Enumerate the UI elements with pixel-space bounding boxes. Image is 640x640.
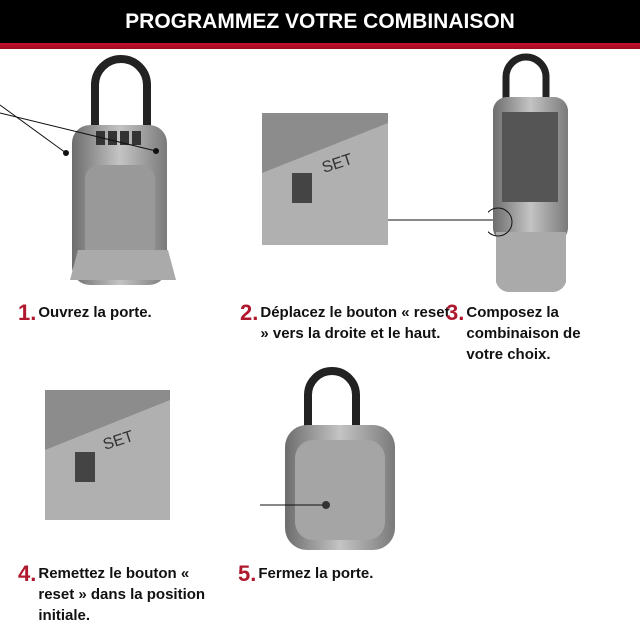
step-2 — [240, 302, 450, 344]
step-number: 4. — [18, 561, 37, 586]
step-number: 3. — [446, 300, 465, 325]
step-5 — [238, 563, 458, 585]
lockbox-open-door-illustration — [0, 55, 180, 290]
step-text: Déplacez le bouton « reset » vers la droite et le haut. — [260, 304, 450, 342]
set-label: SET — [100, 428, 136, 454]
step-number: 5. — [238, 561, 257, 586]
step-text: Ouvrez la porte. — [38, 304, 152, 321]
header-stripe — [0, 43, 640, 49]
lockbox-closed-illustration — [260, 365, 400, 555]
step-number: 2. — [240, 300, 259, 325]
step-4 — [18, 563, 218, 626]
pointer-line — [388, 218, 498, 222]
page-title: PROGRAMMEZ VOTRE COMBINAISON — [0, 0, 640, 43]
step-text: Remettez le bouton « reset » dans la position initiale. — [38, 565, 206, 624]
set-label: SET — [319, 151, 355, 177]
step-text: Composez la combinaison de votre choix. — [466, 304, 581, 363]
step-3 — [446, 302, 606, 365]
reset-button-closeup-2 — [262, 113, 388, 245]
step-text: Fermez la porte. — [258, 565, 374, 582]
step-1 — [18, 302, 218, 324]
lockbox-open-dials-illustration — [488, 52, 578, 292]
reset-button-closeup-4 — [45, 390, 170, 520]
step-number: 1. — [18, 300, 37, 325]
